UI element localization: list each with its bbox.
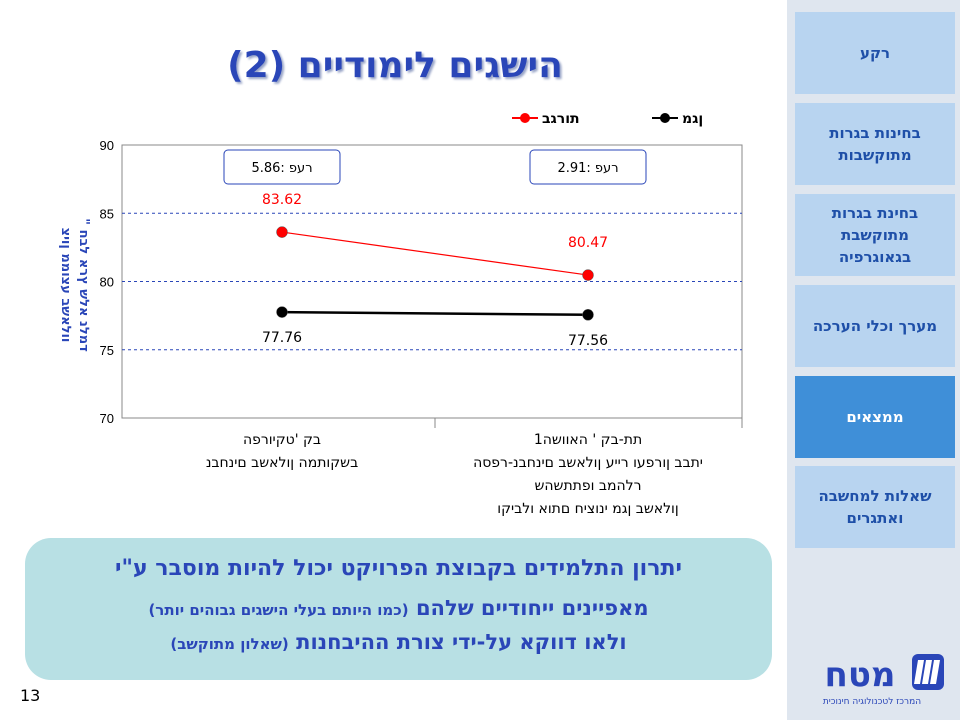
x-category-label: ןולאשב ןגמ ינוציח םתוא ולביקו bbox=[497, 501, 679, 517]
nav-item-5[interactable]: שאלות למחשבה ואתגרים bbox=[795, 466, 955, 548]
logo-text: מטח bbox=[824, 655, 896, 695]
data-label: 77.76 bbox=[261, 330, 303, 347]
callout-line-3-note: (שאלון מתוקשב) bbox=[170, 635, 289, 653]
callout-line-2-main: מאפיינים ייחודיים שלהם bbox=[415, 596, 649, 620]
data-point bbox=[277, 307, 288, 318]
y-tick-label: 90 bbox=[99, 138, 114, 153]
callout-line-3 bbox=[30, 630, 767, 654]
x-category-label: בק 'טקיורפה bbox=[242, 432, 322, 448]
logo-mark-icon bbox=[912, 654, 944, 690]
y-axis-label: וולאשב עצוממ ןויצ bbox=[58, 227, 73, 343]
effect-size-label: רעפ :5.86 bbox=[251, 161, 313, 176]
legend-label: תורגב bbox=[542, 111, 580, 127]
legend-label: ןגמ bbox=[682, 111, 704, 127]
legend-marker bbox=[520, 113, 530, 123]
callout-line-2-note: (כמו היותם בעלי הישגים גבוהים יותר) bbox=[148, 601, 409, 619]
data-point bbox=[583, 309, 594, 320]
y-axis-label: " דמלנ אלש ץרא לבח bbox=[76, 218, 91, 352]
nav-item-0[interactable]: רקע bbox=[795, 12, 955, 94]
effect-size-label: רעפ :2.91 bbox=[557, 161, 619, 176]
callout-line-3-main: ולאו דווקא על-ידי צורת ההיבחנות bbox=[296, 630, 627, 654]
page-number: 13 bbox=[20, 686, 41, 705]
nav-item-2[interactable]: בחינת בגרות מתוקשבת בגאוגרפיה bbox=[795, 194, 955, 276]
x-category-label: יתבב ןורפעו רייע ןולאשב םינחבנ-רפסה bbox=[473, 455, 703, 471]
y-tick-label: 80 bbox=[99, 274, 114, 290]
nav-item-3[interactable]: מערך וכלי הערכה bbox=[795, 285, 955, 367]
data-label: 77.56 bbox=[567, 332, 609, 349]
data-label: 80.47 bbox=[567, 235, 609, 252]
matach-logo bbox=[800, 648, 950, 710]
data-label: 83.62 bbox=[261, 192, 303, 209]
y-tick-label: 85 bbox=[99, 206, 114, 222]
x-category-label: בשקותמה ןולאשב םינחבנ bbox=[205, 455, 359, 471]
logo-subtitle: המרכז לטכנולוגיה חינוכית bbox=[822, 697, 922, 707]
callout-line-1: יתרון התלמידים בקבוצת הפרויקט יכול להיות מוסבר ע"י bbox=[115, 556, 682, 581]
data-point bbox=[277, 227, 288, 238]
nav-item-4[interactable]: ממצאים bbox=[795, 376, 955, 458]
data-point bbox=[583, 270, 594, 281]
legend-marker bbox=[660, 113, 670, 123]
x-category-label: תת-בק ' האוושה1 bbox=[533, 432, 643, 448]
x-category-label: רלהמב ופתתשהש bbox=[534, 478, 642, 494]
y-tick-label: 75 bbox=[99, 342, 114, 358]
y-tick-label: 70 bbox=[99, 411, 114, 426]
slide-title: הישגים לימודיים (2) bbox=[227, 45, 563, 86]
nav-item-1[interactable]: בחינות בגרות מתוקשבות bbox=[795, 103, 955, 185]
callout-line-2 bbox=[30, 596, 767, 620]
